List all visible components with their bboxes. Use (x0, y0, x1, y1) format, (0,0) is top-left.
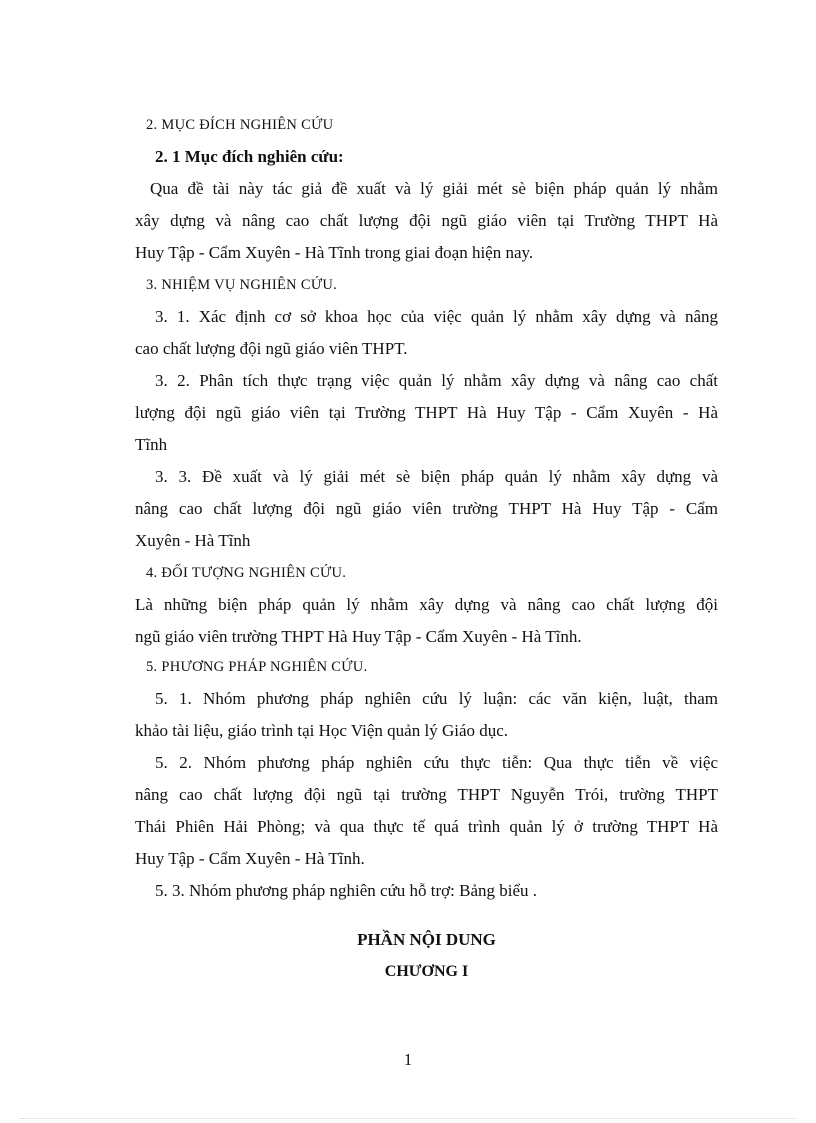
section-3-3-line: Xuyên - Hà Tĩnh (135, 531, 251, 550)
part-title: PHẦN NỘI DUNG (357, 930, 496, 949)
chapter-title: CHƯƠNG I (384, 963, 469, 980)
section-5-2-line: Thái Phiên Hải Phòng; và qua thực tế quá trình quản lý ở trường THPT Hà (135, 817, 718, 836)
section-5-1-line: khảo tài liệu, giáo trình tại Học Viện quản lý Giáo dục. (135, 721, 509, 740)
section-2-para-line: Huy Tập - Cẩm Xuyên - Hà Tĩnh trong giai đoạn hiện nay. (135, 243, 534, 262)
section-3-2-line: Tĩnh (135, 435, 168, 454)
section-2-para-line: xây dựng và nâng cao chất lượng đội ngũ giáo viên tại Trường THPT Hà (135, 211, 718, 230)
section-3-3-line: nâng cao chất lượng đội ngũ giáo viên trường THPT Hà Huy Tập - Cẩm (135, 499, 718, 518)
section-2-para-line: Qua đề tài này tác giả đề xuất và lý giải mét sè biện pháp quản lý nhằm (150, 179, 718, 198)
section-5-1-line: 5. 1. Nhóm phương pháp nghiên cứu lý luận: các văn kiện, luật, tham (155, 689, 718, 708)
section-4-heading: 4. ĐỐI TƯỢNG NGHIÊN CỨU. (146, 565, 347, 581)
section-3-3-line: 3. 3. Đề xuất và lý giải mét sè biện pháp quản lý nhằm xây dựng và (155, 467, 718, 486)
section-2-1-heading: 2. 1 Mục đích nghiên cứu: (155, 147, 344, 166)
section-5-3-line: 5. 3. Nhóm phương pháp nghiên cứu hỗ trợ: Bảng biểu . (155, 881, 538, 900)
page-number: 1 (403, 1050, 413, 1069)
section-3-1-line: 3. 1. Xác định cơ sở khoa học của việc quản lý nhằm xây dựng và nâng (155, 307, 718, 326)
section-3-2-line: 3. 2. Phân tích thực trạng việc quản lý nhằm xây dựng và nâng cao chất (155, 371, 718, 390)
section-3-heading: 3. NHIỆM VỤ NGHIÊN CỨU. (146, 277, 338, 293)
section-4-para-line: ngũ giáo viên trường THPT Hà Huy Tập - Cẩm Xuyên - Hà Tĩnh. (135, 627, 582, 646)
section-5-heading: 5. PHƯƠNG PHÁP NGHIÊN CỨU. (146, 659, 368, 675)
section-5-2-line: nâng cao chất lượng đội ngũ tại trường THPT Nguyễn Trói, trường THPT (135, 785, 718, 804)
section-5-2-line: Huy Tập - Cẩm Xuyên - Hà Tĩnh. (135, 849, 365, 868)
section-5-2-line: 5. 2. Nhóm phương pháp nghiên cứu thực tiễn: Qua thực tiễn về việc (155, 753, 718, 772)
section-2-heading: 2. MỤC ĐÍCH NGHIÊN CỨU (146, 117, 334, 133)
section-4-para-line: Là những biện pháp quản lý nhằm xây dựng và nâng cao chất lượng đội (135, 595, 718, 614)
section-3-1-line: cao chất lượng đội ngũ giáo viên THPT. (135, 339, 408, 358)
section-3-2-line: lượng đội ngũ giáo viên tại Trường THPT Hà Huy Tập - Cẩm Xuyên - Hà (135, 403, 718, 422)
footer-divider (20, 1118, 796, 1119)
